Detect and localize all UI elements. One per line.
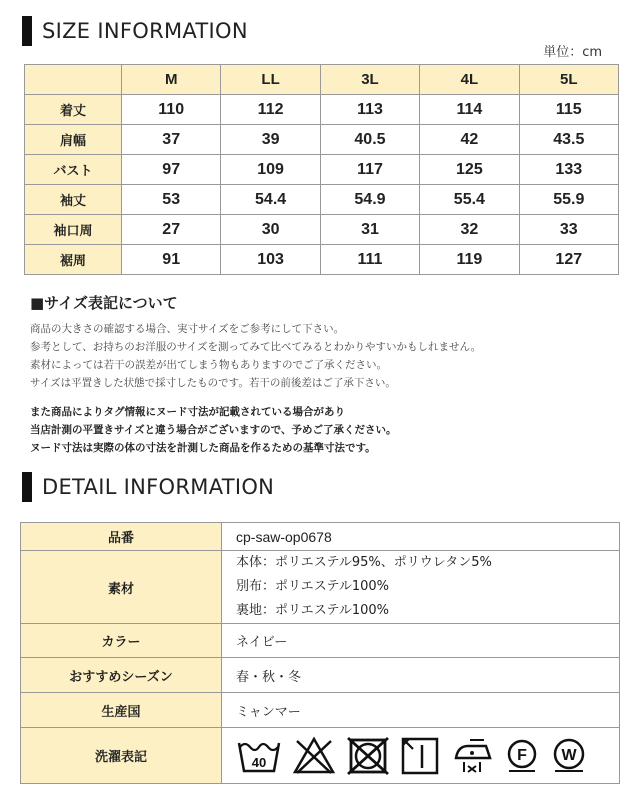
- size-col-header: M: [122, 65, 221, 95]
- cell: 54.9: [320, 185, 419, 215]
- dry-clean-text: F: [517, 746, 527, 764]
- detail-section-title: DETAIL INFORMATION: [42, 475, 275, 499]
- material-line: 別布：ポリエステル100%: [236, 579, 389, 594]
- material-label: 素材: [21, 551, 222, 624]
- row-label: 袖丈: [25, 185, 122, 215]
- cell: 117: [320, 155, 419, 185]
- size-section-header: [22, 16, 248, 46]
- origin-label: 生産国: [21, 693, 222, 728]
- row-label: 裾周: [25, 245, 122, 275]
- size-table-corner: [25, 65, 122, 95]
- cell: 110: [122, 95, 221, 125]
- cell: 43.5: [519, 125, 618, 155]
- table-row: [25, 185, 619, 215]
- wash-temp-text: 40: [251, 754, 267, 770]
- size-notes-heading: ■サイズ表記について: [30, 294, 178, 312]
- size-col-header: LL: [221, 65, 320, 95]
- table-row: [25, 215, 619, 245]
- note-bold-line: 当店計測の平置きサイズと違う場合がございますので、予めご了承ください。: [30, 424, 397, 436]
- cell: 31: [320, 215, 419, 245]
- cell: 111: [320, 245, 419, 275]
- cell: 114: [420, 95, 519, 125]
- section-marker: [22, 16, 32, 46]
- row-label: バスト: [25, 155, 122, 185]
- material-line: 裏地：ポリエステル100%: [236, 603, 389, 618]
- care-label: 洗濯表記: [21, 728, 222, 784]
- table-row: [21, 523, 620, 551]
- cell: 40.5: [320, 125, 419, 155]
- note-line: サイズは平置きした状態で採寸したものです。若干の前後差はご了承下さい。: [30, 377, 396, 389]
- detail-section-header: [22, 472, 274, 502]
- cell: 97: [122, 155, 221, 185]
- cell: 113: [320, 95, 419, 125]
- note-line: 参考として、お持ちのお洋服のサイズを測ってみて比べてみるとわかりやすいかもしれません。: [30, 341, 482, 353]
- section-marker: [22, 472, 32, 502]
- table-row: [21, 728, 620, 784]
- detail-table: [20, 522, 620, 784]
- size-col-header: 3L: [320, 65, 419, 95]
- cell: 53: [122, 185, 221, 215]
- cell: 127: [519, 245, 618, 275]
- cell: 133: [519, 155, 618, 185]
- unit-label: 単位：cm: [543, 45, 602, 60]
- cell: 33: [519, 215, 618, 245]
- table-row: [21, 658, 620, 693]
- origin-value: ミャンマー: [222, 693, 620, 728]
- season-value: 春・秋・冬: [222, 658, 620, 693]
- product-no-label: 品番: [21, 523, 222, 551]
- color-value: ネイビー: [222, 624, 620, 658]
- table-row: [25, 95, 619, 125]
- cell: 55.9: [519, 185, 618, 215]
- wet-clean-text: W: [561, 746, 577, 764]
- cell: 112: [221, 95, 320, 125]
- no-tumble-dry-icon: [346, 736, 390, 776]
- table-row: [25, 125, 619, 155]
- row-label: 袖口周: [25, 215, 122, 245]
- material-value: [222, 551, 620, 624]
- cell: 109: [221, 155, 320, 185]
- dry-clean-f-icon: [504, 738, 540, 774]
- note-bold-line: また商品によりタグ情報にヌード寸法が記載されている場合があり: [30, 406, 345, 418]
- care-symbols: [222, 728, 620, 784]
- size-table-header-row: [25, 65, 619, 95]
- season-label: おすすめシーズン: [21, 658, 222, 693]
- cell: 125: [420, 155, 519, 185]
- cell: 54.4: [221, 185, 320, 215]
- cell: 103: [221, 245, 320, 275]
- cell: 37: [122, 125, 221, 155]
- note-line: 商品の大きさの確認する場合、実寸サイズをご参考にして下さい。: [30, 323, 345, 335]
- table-row: [25, 155, 619, 185]
- cell: 32: [420, 215, 519, 245]
- cell: 39: [221, 125, 320, 155]
- color-label: カラー: [21, 624, 222, 658]
- note-line: 素材によっては若干の誤差が出てしまう物もありますのでご了承ください。: [30, 359, 387, 371]
- table-row: [21, 624, 620, 658]
- cell: 55.4: [420, 185, 519, 215]
- cell: 27: [122, 215, 221, 245]
- cell: 30: [221, 215, 320, 245]
- table-row: [21, 693, 620, 728]
- no-bleach-icon: [292, 736, 336, 776]
- material-line: 本体：ポリエステル95%、ポリウレタン5%: [236, 555, 492, 570]
- wet-clean-w-icon: [550, 738, 588, 774]
- wash-40-icon: [236, 737, 282, 775]
- cell: 42: [420, 125, 519, 155]
- line-dry-shade-icon: [400, 736, 440, 776]
- table-row: [25, 245, 619, 275]
- product-no-value: cp-saw-op0678: [222, 523, 620, 551]
- cell: 91: [122, 245, 221, 275]
- size-col-header: 5L: [519, 65, 618, 95]
- size-section-title: SIZE INFORMATION: [42, 19, 248, 43]
- note-bold-line: ヌード寸法は実際の体の寸法を計測した商品を作るための基準寸法です。: [30, 442, 376, 454]
- cell: 115: [519, 95, 618, 125]
- row-label: 肩幅: [25, 125, 122, 155]
- size-col-header: 4L: [420, 65, 519, 95]
- iron-low-icon: [450, 736, 494, 776]
- cell: 119: [420, 245, 519, 275]
- table-row: [21, 551, 620, 624]
- size-table: [24, 64, 619, 275]
- row-label: 着丈: [25, 95, 122, 125]
